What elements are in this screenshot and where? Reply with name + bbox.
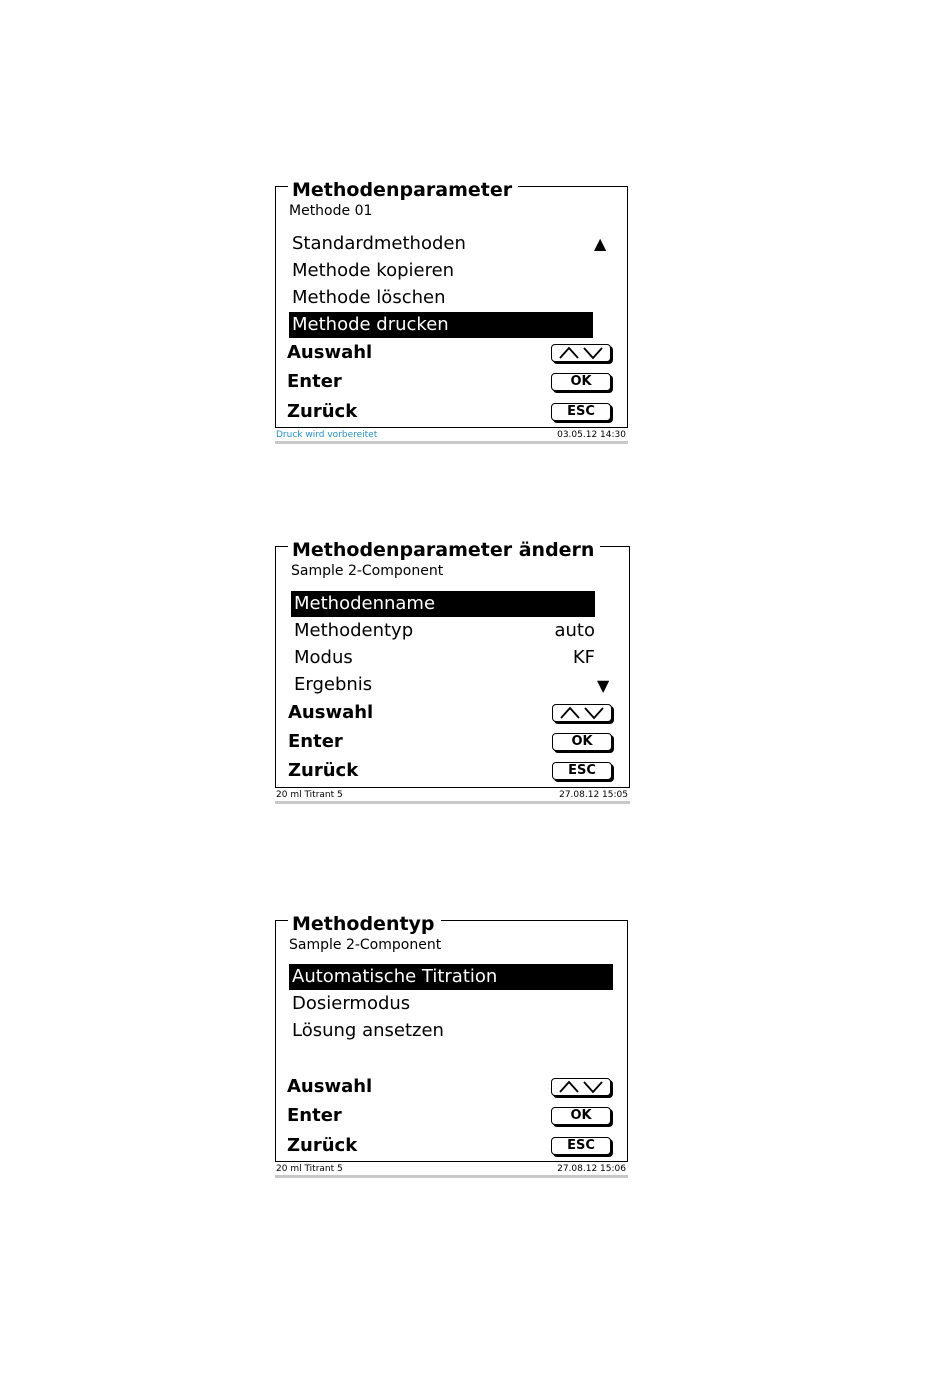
scroll-up-icon: ▲ [594,234,607,253]
menu-item-methode-drucken[interactable] [289,312,593,338]
screen-title: Methodenparameter ändern [288,540,600,560]
menu-item-ergebnis[interactable] [291,672,595,698]
up-down-button[interactable] [551,344,611,362]
status-datetime: 27.08.12 15:06 [557,1164,626,1174]
menu-item-automatische-titration[interactable] [289,964,613,990]
screen-frame [275,539,630,788]
ok-button[interactable]: OK [551,1107,611,1125]
key-label-auswahl: Auswahl [288,702,374,723]
screen-subtitle: Sample 2-Component [291,563,444,579]
key-label-zurueck: Zurück [288,760,359,781]
esc-button[interactable]: ESC [551,1137,611,1155]
status-bar [275,1163,628,1178]
menu-item-label: Methodenname [294,593,436,614]
menu-item-label: Automatische Titration [292,966,498,987]
key-label-zurueck: Zurück [287,1135,358,1156]
key-label-zurueck: Zurück [287,401,358,422]
menu-item-label: Methode drucken [292,314,449,335]
key-label-auswahl: Auswahl [287,1076,373,1097]
menu-item-label: Ergebnis [294,674,373,695]
status-datetime: 27.08.12 15:05 [559,790,628,800]
status-message: 20 ml Titrant 5 [276,1164,343,1174]
esc-button[interactable]: ESC [552,762,612,780]
screen-frame [275,179,628,428]
menu-item-methodentyp[interactable] [291,618,595,644]
key-label-auswahl: Auswahl [287,342,373,363]
ok-button[interactable]: OK [551,373,611,391]
status-message: 20 ml Titrant 5 [276,790,343,800]
menu-item-modus[interactable] [291,645,595,671]
status-message: Druck wird vorbereitet [276,430,378,440]
menu-item-methode-kopieren[interactable] [289,258,591,284]
status-bar [275,429,628,444]
up-down-button[interactable] [551,1078,611,1096]
menu-item-label: Methodentyp [294,620,414,641]
menu-item-label: Methode löschen [292,287,446,308]
screen-title: Methodentyp [288,914,441,934]
menu-item-methodenname[interactable] [291,591,595,617]
key-label-enter: Enter [287,1105,342,1126]
status-bar [275,789,630,804]
screen-title: Methodenparameter [288,180,518,200]
screen-subtitle: Sample 2-Component [289,937,442,953]
key-label-enter: Enter [287,371,342,392]
menu-item-standardmethoden[interactable] [289,231,591,257]
menu-item-loesung-ansetzen[interactable] [289,1018,613,1044]
up-down-arrows-icon [557,1080,605,1094]
menu-item-label: Standardmethoden [292,233,466,254]
key-label-enter: Enter [288,731,343,752]
esc-button[interactable]: ESC [551,403,611,421]
up-down-arrows-icon [557,346,605,360]
menu-item-value: auto [554,620,595,641]
menu-item-label: Methode kopieren [292,260,455,281]
screen-frame [275,913,628,1162]
ok-button[interactable]: OK [552,733,612,751]
menu-item-methode-loeschen[interactable] [289,285,591,311]
menu-item-label: Lösung ansetzen [292,1020,444,1041]
menu-item-label: Modus [294,647,353,668]
status-datetime: 03.05.12 14:30 [557,430,626,440]
menu-item-value: KF [572,647,595,668]
up-down-button[interactable] [552,704,612,722]
screen-subtitle: Methode 01 [289,203,373,219]
up-down-arrows-icon [558,706,606,720]
menu-item-dosiermodus[interactable] [289,991,613,1017]
menu-item-label: Dosiermodus [292,993,411,1014]
scroll-down-icon: ▼ [597,676,610,695]
